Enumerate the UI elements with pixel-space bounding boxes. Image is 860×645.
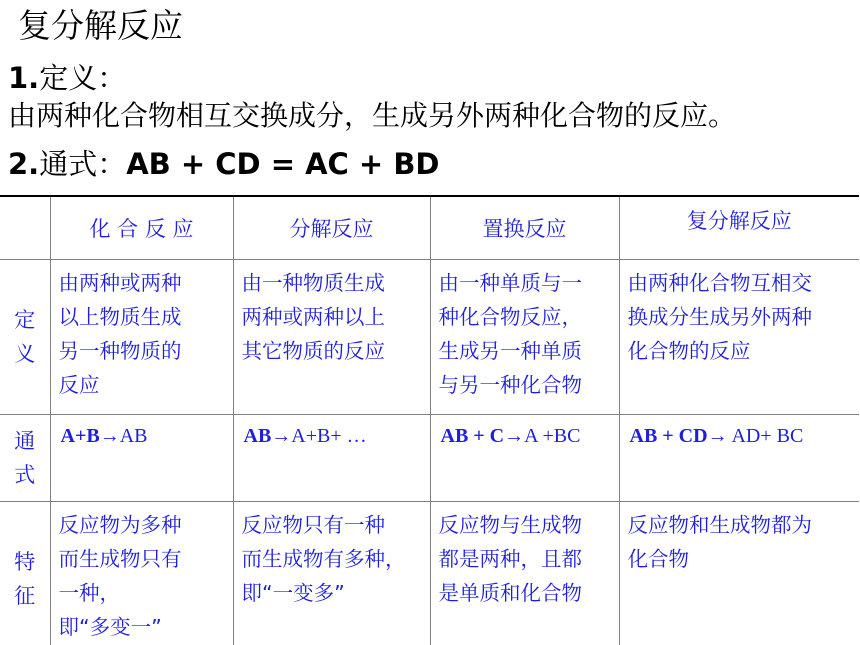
formula-reactants: AB + CD (629, 425, 708, 447)
formula-heading (8, 146, 440, 182)
table-header-row (0, 196, 859, 260)
cell-definition-combination: 由两种或两种 以上物质生成 另一种物质的 反应 (50, 260, 233, 415)
header-double-displacement: 复分解反应 (619, 196, 859, 260)
row-label-general-formula: 通 式 (0, 415, 50, 502)
arrow-icon: → (707, 425, 728, 447)
cell-feature-displacement: 反应物与生成物 都是两种，且都 是单质和化合物 (430, 502, 619, 645)
formula-reactants: AB (243, 425, 272, 447)
row-label-feature: 特 征 (0, 502, 50, 645)
formula-products: A+B+ … (291, 425, 367, 447)
formula-products: AD+ BC (727, 425, 804, 447)
cell-definition-displacement: 由一种单质与一 种化合物反应， 生成另一种单质 与另一种化合物 (430, 260, 619, 415)
formula-reactants: A+B (60, 425, 100, 447)
table-row (0, 502, 859, 645)
definition-heading (8, 60, 126, 96)
formula-products: AB (119, 425, 148, 447)
general-formula: AB + CD = AC + BD (126, 147, 440, 181)
cell-feature-combination: 反应物为多种 而生成物只有 一种， 即“多变一” (50, 502, 233, 645)
cell-feature-decomposition: 反应物只有一种 而生成物有多种， 即“一变多” (233, 502, 430, 645)
definition-text: 由两种化合物相互交换成分，生成另外两种化合物的反应。 (8, 99, 737, 132)
cell-formula-decomposition (233, 415, 430, 502)
cell-definition-decomposition: 由一种物质生成 两种或两种以上 其它物质的反应 (233, 260, 430, 415)
cell-definition-double-displacement: 由两种化合物互相交 换成分生成另外两种 化合物的反应 (619, 260, 859, 415)
reaction-comparison-table (0, 195, 859, 645)
header-combination: 化 合 反 应 (50, 196, 233, 260)
definition-number: 1. (8, 61, 40, 95)
header-displacement: 置换反应 (430, 196, 619, 260)
page-title: 复分解反应 (18, 6, 183, 45)
row-label-definition: 定 义 (0, 260, 50, 415)
cell-formula-double-displacement (619, 415, 859, 502)
arrow-icon: → (271, 425, 292, 447)
table-row (0, 415, 859, 502)
formula-label: 通式： (39, 147, 127, 181)
formula-reactants: AB + C (440, 425, 505, 447)
definition-label: 定义： (39, 61, 127, 95)
arrow-icon: → (504, 425, 525, 447)
corner-cell (0, 196, 50, 260)
arrow-icon: → (99, 425, 120, 447)
table-row (0, 260, 859, 415)
cell-formula-displacement (430, 415, 619, 502)
formula-number: 2. (8, 147, 40, 181)
formula-products: A +BC (524, 425, 581, 447)
cell-feature-double-displacement: 反应物和生成物都为 化合物 (619, 502, 859, 645)
cell-formula-combination (50, 415, 233, 502)
header-decomposition: 分解反应 (233, 196, 430, 260)
